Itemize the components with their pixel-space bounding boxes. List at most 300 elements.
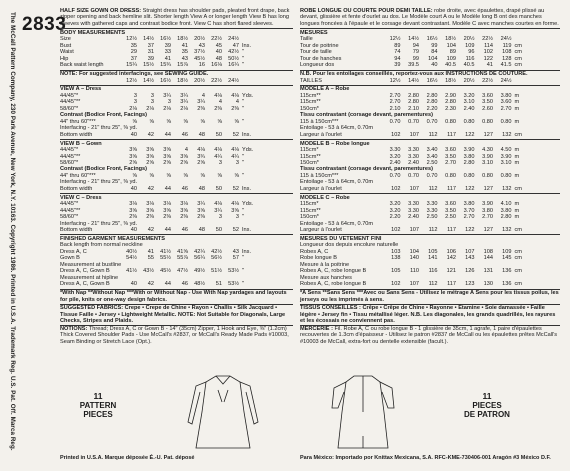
- cell-value: 0.70: [389, 118, 401, 125]
- table-row: [60, 132, 293, 138]
- cell-value: 3¾: [197, 153, 205, 160]
- cell-value: 50: [215, 227, 222, 233]
- cell-value: 4¼: [214, 153, 222, 160]
- cell-value: 3⅛: [163, 201, 171, 208]
- cell-value: 2⅜: [231, 105, 239, 112]
- cell-value: 2.70: [482, 214, 493, 221]
- cell-value: 40: [130, 131, 137, 138]
- cell-value: 4: [218, 99, 222, 106]
- cell-value: 41.5: [500, 62, 512, 69]
- unit: ": [242, 255, 244, 262]
- cell-value: 3.80: [463, 201, 475, 208]
- cell-value: 3¼: [197, 201, 205, 208]
- cell-value: 2.80: [445, 99, 456, 106]
- cell-value: 54½: [126, 255, 137, 262]
- unit: ": [242, 159, 244, 166]
- size-cell: 20½: [194, 77, 205, 84]
- unit: m: [514, 207, 520, 214]
- row-label: Longueur dos depuis encolure naturelle: [300, 242, 399, 249]
- cell-value: 3: [133, 92, 137, 99]
- cell-value: 3.90: [482, 153, 493, 160]
- cell-value: 109: [465, 42, 475, 49]
- cell-value: 3.30: [408, 207, 419, 214]
- cell-value: 3: [235, 159, 239, 166]
- mercerie: MERCERIE : Fil. Robe A, C ou robe longue B - 1 glissière de 35cm, 1 agrafe, 1 paire d'épaulettes recouvertes de 1.3cm d'épaisseur - Utilisez le patron #2837 de McCall ou les épaulettes prêtes McCall's #10003 de McCall, extra-fort ou dentelle extensible (facult.).: [300, 325, 560, 345]
- cell-value: 3.80: [463, 153, 475, 160]
- row-label: 44/45"**: [60, 207, 81, 214]
- cell-value: 48: [198, 227, 205, 233]
- unit: m: [514, 214, 520, 221]
- cell-value: 3.30: [426, 207, 438, 214]
- cell-value: 2.80: [426, 99, 438, 106]
- cell-value: 2⅝: [197, 159, 205, 166]
- cell-value: ⅝: [217, 118, 222, 125]
- cell-value: 2⅜: [197, 105, 205, 112]
- cell-value: 108: [483, 248, 493, 255]
- french-column: [300, 8, 560, 345]
- size-cell: 12½: [389, 77, 401, 84]
- cell-value: ⅝: [149, 118, 154, 125]
- cell-value: 123: [465, 281, 475, 288]
- cell-value: 12½: [389, 36, 401, 43]
- cell-value: 79: [412, 49, 419, 56]
- view-header: VIEW B – Gown: [60, 139, 293, 147]
- cell-value: 0.80: [500, 118, 512, 125]
- cell-value: 0.80: [463, 172, 475, 179]
- cell-value: 42: [147, 281, 154, 288]
- cell-value: 2⅜: [163, 214, 171, 221]
- unit: ": [242, 207, 244, 214]
- cell-value: 2.70: [500, 105, 512, 112]
- cell-value: 2.80: [408, 99, 419, 106]
- yardage-table: [60, 85, 293, 233]
- view-header: MODELE C – Robe: [300, 193, 560, 201]
- unit: cm: [514, 55, 522, 62]
- row-label: Robes A, C, robe longue B: [300, 268, 367, 275]
- cell-value: 3.80: [500, 92, 512, 99]
- cell-value: 102: [391, 131, 401, 138]
- size-cell: 14½: [143, 77, 154, 84]
- cell-value: 110: [410, 268, 419, 275]
- cell-value: 107: [409, 131, 419, 138]
- cell-value: 2.10: [408, 105, 419, 112]
- dress-front-drawing: [178, 372, 268, 452]
- cell-value: 116: [428, 268, 438, 275]
- nap-legend-fr: *A Sens **Sans Sens ***Avec ou Sans Sens - Utilisez le métrage A Sens pour les tissus poilus, les jerseys ou les imprimés à sens.: [300, 290, 559, 303]
- table-row: [60, 186, 293, 192]
- cell-value: 2.40: [463, 105, 475, 112]
- cell-value: 2.40: [408, 159, 419, 166]
- cell-value: 48½: [194, 281, 205, 288]
- cell-value: 0.80: [463, 118, 475, 125]
- row-label: Dress A, C, Gown B: [60, 268, 110, 275]
- unit: m: [514, 172, 520, 179]
- cell-value: 102: [391, 281, 401, 288]
- unit: Ins.: [242, 185, 252, 192]
- cell-value: 89: [394, 42, 401, 49]
- english-column: [60, 8, 293, 345]
- row-label: 44" thru 60"***: [60, 118, 96, 125]
- cell-value: 145: [502, 255, 512, 262]
- cell-value: 46: [181, 185, 188, 192]
- cell-value: 121: [446, 268, 456, 275]
- cell-value: 24½: [228, 36, 239, 43]
- row-label: 44/45"**: [60, 153, 81, 160]
- cell-value: 102: [391, 227, 401, 233]
- cell-value: 40: [130, 227, 137, 233]
- pattern-pieces-label: 11 PATTERN PIECES: [79, 391, 117, 419]
- body-measurements-table: [60, 36, 293, 68]
- cell-value: 51: [215, 281, 222, 288]
- cell-value: 3.50: [482, 99, 493, 106]
- nap-legend: *With Nap **Without Nap ***With or Without Nap - Use With Nap yardages and layouts for pile, knits or one-way design fabrics.: [60, 289, 293, 303]
- cell-value: 46: [181, 131, 188, 138]
- cell-value: 14½: [143, 36, 154, 43]
- cell-value: 74: [394, 49, 401, 56]
- cell-value: 3⅝: [129, 207, 137, 214]
- row-label: Longueur dos: [300, 62, 335, 69]
- cell-value: 104: [409, 248, 419, 255]
- unit: cm: [514, 131, 522, 138]
- cell-value: 2⅛: [129, 105, 137, 112]
- row-label: Contrast (Bodice Front, Facings): [60, 166, 148, 173]
- cell-value: 131: [483, 268, 493, 275]
- cell-value: 16¼: [228, 62, 239, 69]
- cell-value: 2.70: [463, 214, 475, 221]
- size-cell: 22½: [211, 77, 222, 84]
- cell-value: 16½: [426, 36, 438, 43]
- size-cell: 12½: [126, 77, 137, 84]
- cell-value: 48: [198, 131, 205, 138]
- row-label: Bottom width: [60, 227, 93, 233]
- cell-value: 0.70: [408, 118, 419, 125]
- cell-value: ⅝: [234, 172, 239, 179]
- unit: m: [514, 105, 520, 112]
- cell-value: 39.5: [408, 62, 419, 69]
- cell-value: 15½: [143, 62, 154, 69]
- cell-value: 47: [232, 42, 239, 49]
- cell-value: 3⅝: [163, 207, 171, 214]
- cell-value: 3.50: [445, 153, 456, 160]
- cell-value: 2.50: [426, 214, 438, 221]
- cell-value: 37: [147, 42, 154, 49]
- cell-value: 48: [198, 185, 205, 192]
- unit: cm: [514, 227, 522, 233]
- cell-value: 3.40: [426, 153, 438, 160]
- cell-value: 96: [468, 49, 475, 56]
- cell-value: 102: [391, 185, 401, 192]
- cell-value: 116: [465, 55, 475, 62]
- cell-value: 3.60: [482, 92, 493, 99]
- finished-measurements-header: FINISHED GARMENT MEASUREMENTS: [60, 234, 293, 242]
- row-label: Dress A, C: [60, 248, 87, 255]
- cell-value: 14½: [408, 36, 419, 43]
- row-label: Robe longue B: [300, 255, 338, 262]
- cell-value: 55½: [160, 255, 171, 262]
- cell-value: 44: [164, 131, 171, 138]
- cell-value: 3⅝: [163, 153, 171, 160]
- cell-value: 45: [215, 42, 222, 49]
- cell-value: 99: [431, 42, 438, 49]
- unit: Ins.: [242, 42, 252, 49]
- cell-value: 3: [133, 99, 137, 106]
- cell-value: 0.70: [426, 172, 438, 179]
- row-label: 115cm**: [300, 207, 321, 214]
- unit: ": [242, 172, 244, 179]
- table-row: [60, 281, 293, 287]
- cell-value: 143: [465, 255, 475, 262]
- cell-value: 55: [147, 255, 154, 262]
- cell-value: 2.40: [389, 159, 401, 166]
- cell-value: 0.80: [445, 118, 456, 125]
- cell-value: 2⅜: [214, 105, 222, 112]
- row-label: Tissu contrastant (corsage devant, parementures): [300, 166, 433, 173]
- cell-value: 40: [431, 62, 438, 69]
- unit: ": [242, 49, 244, 56]
- table-row: [60, 227, 293, 233]
- cell-value: 2⅛: [180, 105, 188, 112]
- cell-value: 40: [130, 185, 137, 192]
- cell-value: 3.60: [445, 201, 456, 208]
- cell-value: 109: [446, 55, 456, 62]
- row-label: 115cm**: [300, 99, 321, 106]
- cell-value: 104: [446, 42, 456, 49]
- cell-value: 45½: [160, 268, 171, 275]
- cell-value: 3⅝: [180, 153, 188, 160]
- cell-value: 0.70: [408, 172, 419, 179]
- cell-value: 43: [198, 42, 205, 49]
- row-label: Mesure aux hanches: [300, 274, 352, 281]
- row-label: Size: [60, 36, 71, 43]
- cell-value: 3: [218, 214, 222, 221]
- cell-value: 3.30: [408, 147, 419, 154]
- row-label: Largeur à l'ourlet: [300, 131, 342, 138]
- cell-value: 107: [409, 281, 419, 288]
- size-cell: 18½: [177, 77, 188, 84]
- cell-value: 15¼: [126, 62, 137, 69]
- mesures-table: [300, 36, 560, 68]
- cell-value: 0.80: [445, 172, 456, 179]
- cell-value: 41: [164, 55, 171, 62]
- cell-value: 4⅛: [197, 147, 205, 154]
- cell-value: 108: [502, 49, 512, 56]
- row-label: 115cm*: [300, 201, 319, 208]
- unit: ": [242, 153, 244, 160]
- unit: ": [242, 55, 244, 62]
- cell-value: 56½: [211, 255, 222, 262]
- note: NOTE: For suggested interfacings, see SEWING GUIDE.: [60, 70, 293, 78]
- cell-value: ⅝: [183, 172, 188, 179]
- cell-value: 4: [184, 147, 188, 154]
- unit: ": [242, 99, 244, 106]
- cell-value: 2.70: [445, 159, 456, 166]
- cell-value: 107: [409, 185, 419, 192]
- table-row: [300, 186, 560, 192]
- row-label: 44/45"*: [60, 92, 79, 99]
- unit: m: [514, 99, 520, 106]
- cell-value: 39: [164, 42, 171, 49]
- cell-value: 2⅜: [180, 214, 188, 221]
- cell-value: 3.10: [482, 159, 493, 166]
- cell-value: 2.80: [463, 159, 475, 166]
- notions: NOTIONS: Thread; Dress A, C or Gown B - 14" (35cm) Zipper, 1 Hook and Eye, ⅜" (1.2cm) Thick Covered Shoulder Pads - Use McCall's #2837, or McCall's Ready Made Pads #10003, Seam Binding or Stretch Lace (Opt.).: [60, 325, 293, 345]
- cell-value: 53½: [228, 281, 239, 288]
- row-label: Robes A, C: [300, 248, 329, 255]
- cell-value: 37½: [194, 49, 205, 56]
- unit: m: [514, 201, 520, 208]
- footer-left: Printed in U.S.A. Marque déposée É.-U. Pat. déposé: [60, 455, 195, 461]
- cell-value: 117: [447, 227, 456, 233]
- cell-value: 15⅞: [177, 62, 188, 69]
- cell-value: 46: [181, 281, 188, 288]
- cell-value: 41: [486, 62, 493, 69]
- suggested-fabrics: SUGGESTED FABRICS: Crepe • Crepe de Chine • Rayon • Challis • Silk Jacquard • Tissue Faille • Jersey • Lightweight Metallic. NOTE: Not Suitable for Diagonals, Large Checks, Stripes and Plaids.: [60, 304, 293, 325]
- table-row: [300, 281, 560, 287]
- unit: Ins.: [242, 248, 252, 255]
- cell-value: 122: [465, 227, 475, 233]
- cell-value: 105: [428, 248, 438, 255]
- cell-value: ⅝: [200, 118, 205, 125]
- cell-value: 4⅛: [214, 92, 222, 99]
- cell-value: 3.60: [445, 147, 456, 154]
- cell-value: 114: [484, 42, 493, 49]
- unit: m: [514, 147, 520, 154]
- row-label: Back length from normal neckline: [60, 242, 143, 249]
- row-label: 44/45"**: [60, 99, 81, 106]
- cell-value: 43½: [143, 268, 154, 275]
- cell-value: 3: [150, 99, 154, 106]
- cell-value: 20½: [194, 36, 205, 43]
- cell-value: 3¼: [163, 92, 171, 99]
- cell-value: 3⅝: [146, 207, 154, 214]
- cell-value: 43: [232, 248, 239, 255]
- cell-value: 2⅛: [146, 105, 154, 112]
- cell-value: 2.10: [389, 105, 401, 112]
- cell-value: 107: [409, 227, 419, 233]
- row-label: Interfacing - 21" thru 25", ⅜ yd.: [60, 220, 138, 227]
- cell-value: ⅝: [183, 118, 188, 125]
- cell-value: 3.20: [463, 92, 475, 99]
- row-label: 44" thru 60"***: [60, 172, 96, 179]
- footer-right: Para México: Importado por Knittax Mexicana, S.A. RFC-KME-730406-001 Aragón #3 México D.F.: [300, 455, 551, 461]
- pattern-number: 2833: [22, 14, 67, 35]
- cell-value: 3.30: [408, 153, 419, 160]
- cell-value: 112: [428, 185, 438, 192]
- size-header-row: [60, 78, 293, 84]
- cell-value: 16⅛: [211, 62, 222, 69]
- cell-value: 3.60: [500, 99, 512, 106]
- body-measurements-header: BODY MEASUREMENTS: [60, 28, 293, 36]
- cell-value: 3.20: [389, 201, 401, 208]
- cell-value: 127: [483, 131, 493, 138]
- unit: ": [242, 268, 244, 275]
- cell-value: 47½: [177, 268, 188, 275]
- row-label: Tour de hanches: [300, 55, 342, 62]
- row-label: Tour de poitrine: [300, 42, 339, 49]
- cell-value: 140: [409, 255, 419, 262]
- cell-value: 144: [483, 255, 493, 262]
- cell-value: 3⅛: [180, 201, 188, 208]
- row-label: Entoilage - 53 à 64cm, 0.70m: [300, 179, 374, 186]
- cell-value: 3.30: [426, 201, 438, 208]
- cell-value: ⅝: [149, 172, 154, 179]
- cell-value: 136: [502, 281, 512, 288]
- cell-value: 105: [391, 268, 401, 275]
- cell-value: ⅝: [166, 118, 171, 125]
- cell-value: 3⅝: [129, 153, 137, 160]
- cell-value: 128: [502, 55, 512, 62]
- cell-value: 31: [147, 49, 154, 56]
- cell-value: 4¼: [231, 153, 239, 160]
- size-cell: 22½: [482, 77, 493, 84]
- cell-value: 35: [130, 42, 137, 49]
- cell-value: 2.70: [389, 99, 401, 106]
- cell-value: 89: [449, 49, 456, 56]
- table-row: [300, 132, 560, 138]
- cell-value: 84: [431, 49, 438, 56]
- cell-value: 16½: [160, 36, 171, 43]
- row-label: 115 à 150cm***: [300, 172, 339, 179]
- unit: cm: [514, 255, 522, 262]
- cell-value: 3.90: [463, 147, 475, 154]
- cell-value: 41⅝: [177, 248, 188, 255]
- cell-value: 2.20: [389, 214, 401, 221]
- cell-value: 136: [502, 268, 512, 275]
- description: HALF SIZE GOWN OR DRESS: Straight dress has shoulder pads, pleated front drape, back zipper opening and back hemline slit. Shorter length View A or longer length View B has long sleeves with gathered caps and contrast bodice front. View C has short flared sleeves.: [60, 8, 290, 27]
- cell-value: 117: [447, 131, 456, 138]
- cell-value: 3⅛: [129, 201, 137, 208]
- row-label: 44/45"*: [60, 147, 79, 154]
- cell-value: 3.30: [408, 201, 419, 208]
- cell-value: 2⅝: [180, 159, 188, 166]
- cell-value: 22½: [211, 36, 222, 43]
- cell-value: 130: [483, 281, 493, 288]
- cell-value: 42: [147, 131, 154, 138]
- cell-value: 0.80: [500, 172, 512, 179]
- cell-value: 3.40: [426, 147, 438, 154]
- cell-value: 99: [412, 55, 419, 62]
- cell-value: 42½: [211, 248, 222, 255]
- cell-value: 0.80: [482, 118, 493, 125]
- view-header: MODELE B – Robe longue: [300, 139, 560, 147]
- row-label: Entoilage - 53 à 64cm, 0.70m: [300, 125, 374, 132]
- cell-value: 106: [446, 248, 456, 255]
- cell-value: 127: [483, 227, 493, 233]
- row-label: Taille: [300, 36, 313, 43]
- cell-value: 3.70: [463, 207, 475, 214]
- cell-value: 0.80: [482, 172, 493, 179]
- cell-value: 39: [394, 62, 401, 69]
- row-label: 58/60"*: [60, 159, 79, 166]
- finished-measurements-table: [60, 242, 293, 287]
- cell-value: 37: [130, 55, 137, 62]
- cell-value: 3: [235, 214, 239, 221]
- unit: cm: [514, 268, 522, 275]
- cell-value: 3⅛: [146, 201, 154, 208]
- cell-value: 2⅝: [129, 159, 137, 166]
- cell-value: 42¼: [194, 248, 205, 255]
- cell-value: 119: [502, 42, 512, 49]
- cell-value: 2.80: [408, 92, 419, 99]
- cell-value: 122: [465, 131, 475, 138]
- unit: cm: [514, 49, 522, 56]
- row-label: Dress A, C, Gown B: [60, 281, 110, 288]
- cell-value: 45½: [194, 55, 205, 62]
- cell-value: 3¼: [214, 207, 222, 214]
- cell-value: 3.20: [389, 207, 401, 214]
- cell-value: 57: [232, 255, 239, 262]
- cell-value: 2.90: [445, 92, 456, 99]
